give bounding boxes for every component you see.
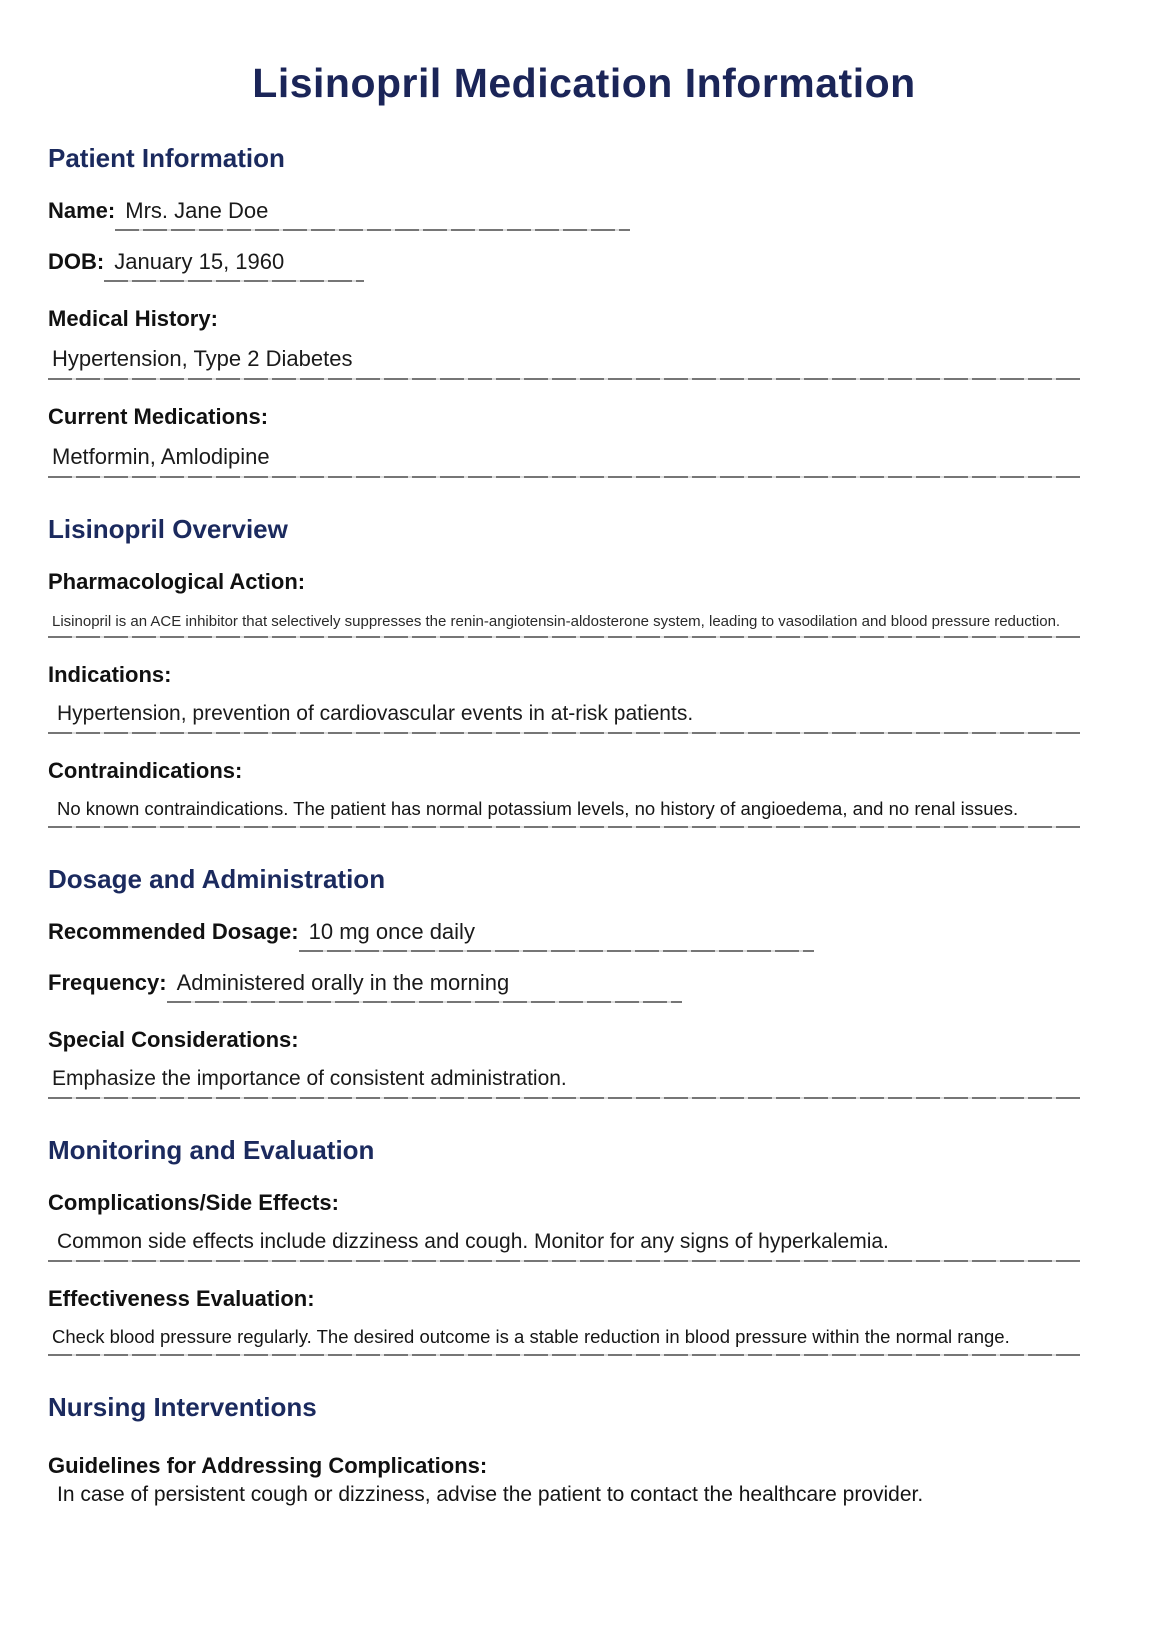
indications-label: Indications: bbox=[48, 662, 172, 687]
indications-value: Hypertension, prevention of cardiovascular events in at-risk patients. bbox=[48, 702, 1080, 734]
page-title: Lisinopril Medication Information bbox=[252, 60, 916, 106]
field-row-name bbox=[48, 198, 1080, 231]
section-heading-monitoring-evaluation: Monitoring and Evaluation bbox=[48, 1135, 375, 1165]
current-medications-value: Metformin, Amlodipine bbox=[48, 444, 1080, 478]
special-considerations-value: Emphasize the importance of consistent administration. bbox=[48, 1067, 1080, 1099]
pharmacological-action-value: Lisinopril is an ACE inhibitor that selectively suppresses the renin-angiotensin-aldosterone system, leading to vasodilation and blood pressure reduction. bbox=[48, 613, 1080, 638]
effectiveness-evaluation-value: Check blood pressure regularly. The desired outcome is a stable reduction in blood pressure within the normal range. bbox=[48, 1326, 1080, 1356]
medical-history-value: Hypertension, Type 2 Diabetes bbox=[48, 346, 1080, 380]
name-label: Name: bbox=[48, 198, 116, 223]
recommended-dosage-value: 10 mg once daily bbox=[299, 919, 814, 952]
section-heading-patient-information: Patient Information bbox=[48, 143, 285, 173]
field-row-recommended-dosage bbox=[48, 919, 1080, 952]
guidelines-label: Guidelines for Addressing Complications: bbox=[48, 1453, 488, 1478]
complications-label: Complications/Side Effects: bbox=[48, 1190, 339, 1215]
contraindications-label: Contraindications: bbox=[48, 758, 243, 783]
current-medications-label: Current Medications: bbox=[48, 404, 269, 429]
field-row-frequency bbox=[48, 970, 1080, 1003]
section-heading-dosage-administration: Dosage and Administration bbox=[48, 864, 386, 894]
dob-value: January 15, 1960 bbox=[104, 249, 364, 282]
field-row-dob bbox=[48, 249, 1080, 282]
dob-label: DOB: bbox=[48, 249, 105, 274]
frequency-label: Frequency: bbox=[48, 970, 167, 995]
section-heading-lisinopril-overview: Lisinopril Overview bbox=[48, 514, 288, 544]
recommended-dosage-label: Recommended Dosage: bbox=[48, 919, 299, 944]
pharmacological-action-label: Pharmacological Action: bbox=[48, 569, 306, 594]
section-heading-nursing-interventions: Nursing Interventions bbox=[48, 1392, 317, 1422]
contraindications-value: No known contraindications. The patient has normal potassium levels, no history of angioedema, and no renal issues. bbox=[48, 798, 1080, 828]
complications-value: Common side effects include dizziness and cough. Monitor for any signs of hyperkalemia. bbox=[48, 1230, 1080, 1262]
frequency-value: Administered orally in the morning bbox=[167, 970, 682, 1003]
effectiveness-evaluation-label: Effectiveness Evaluation: bbox=[48, 1286, 315, 1311]
name-value: Mrs. Jane Doe bbox=[115, 198, 630, 231]
guidelines-value: In case of persistent cough or dizziness, advise the patient to contact the healthcare provider. bbox=[57, 1483, 924, 1506]
medical-history-label: Medical History: bbox=[48, 306, 218, 331]
special-considerations-label: Special Considerations: bbox=[48, 1027, 299, 1052]
